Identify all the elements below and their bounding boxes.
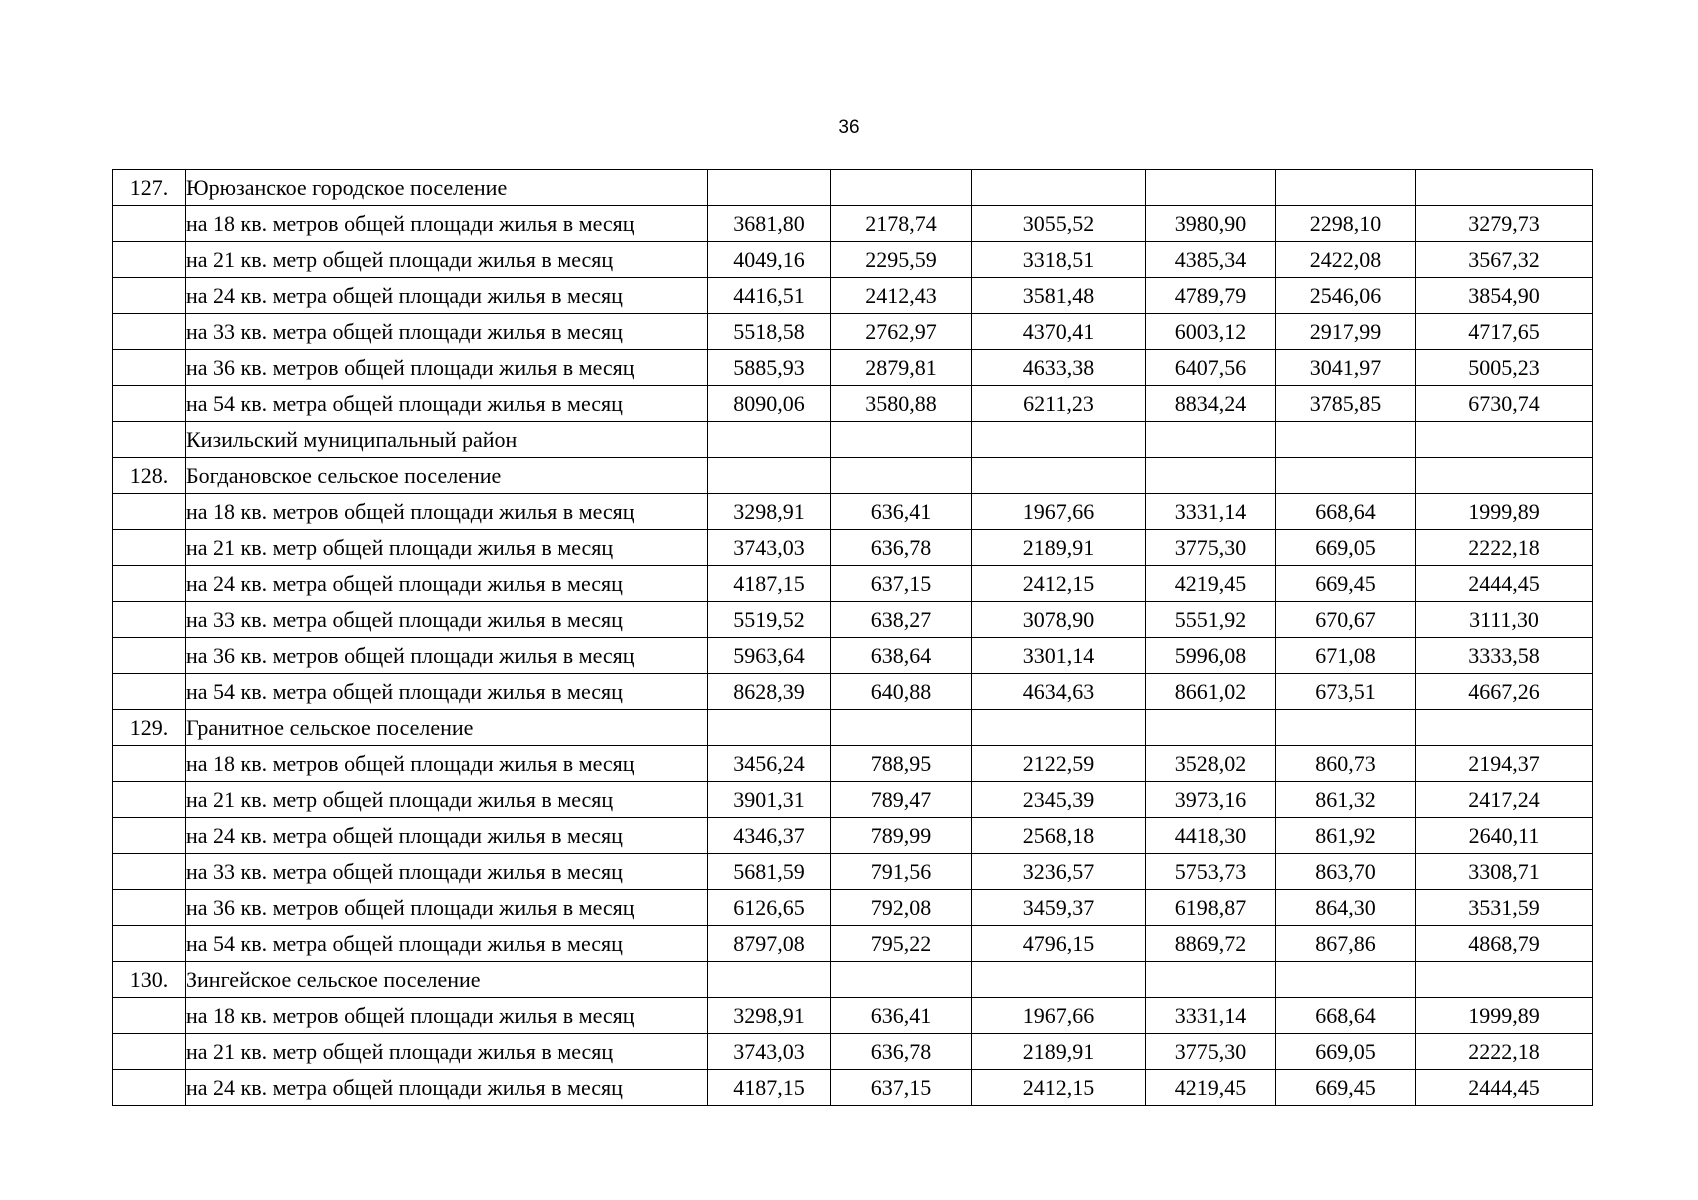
table-row [113,350,1593,386]
value-cell: 5518,58 [708,314,831,350]
table-row [113,458,1593,494]
value-cell: 669,05 [1276,530,1416,566]
value-cell: 789,99 [831,818,972,854]
table-row [113,1070,1593,1106]
value-cell: 3111,30 [1416,602,1593,638]
value-cell [708,458,831,494]
value-cell [1146,170,1276,206]
table-row [113,638,1593,674]
value-cell: 2189,91 [972,1034,1146,1070]
value-cell: 673,51 [1276,674,1416,710]
value-cell: 1967,66 [972,998,1146,1034]
value-cell [708,962,831,998]
value-cell: 861,32 [1276,782,1416,818]
value-cell: 2222,18 [1416,530,1593,566]
value-cell: 4633,38 [972,350,1146,386]
value-cell: 636,41 [831,998,972,1034]
value-cell: 795,22 [831,926,972,962]
value-cell: 669,05 [1276,1034,1416,1070]
value-cell [831,422,972,458]
value-cell [708,170,831,206]
value-cell: 5885,93 [708,350,831,386]
value-cell: 3333,58 [1416,638,1593,674]
value-cell: 3318,51 [972,242,1146,278]
row-name-cell: на 54 кв. метра общей площади жилья в месяц [186,674,708,710]
value-cell: 668,64 [1276,494,1416,530]
value-cell: 3980,90 [1146,206,1276,242]
value-cell: 788,95 [831,746,972,782]
value-cell [1276,710,1416,746]
value-cell: 4416,51 [708,278,831,314]
value-cell: 2879,81 [831,350,972,386]
row-name-cell: на 21 кв. метр общей площади жилья в месяц [186,530,708,566]
value-cell: 2640,11 [1416,818,1593,854]
value-cell: 3528,02 [1146,746,1276,782]
value-cell: 669,45 [1276,1070,1416,1106]
row-name-cell: на 18 кв. метров общей площади жилья в месяц [186,206,708,242]
row-name-cell: на 18 кв. метров общей площади жилья в месяц [186,746,708,782]
value-cell: 6198,87 [1146,890,1276,926]
value-cell: 4219,45 [1146,1070,1276,1106]
value-cell: 3854,90 [1416,278,1593,314]
value-cell: 6730,74 [1416,386,1593,422]
row-number-cell: 130. [113,962,186,998]
value-cell: 2412,43 [831,278,972,314]
row-name-cell: на 18 кв. метров общей площади жилья в месяц [186,998,708,1034]
value-cell [1276,458,1416,494]
table-row [113,818,1593,854]
value-cell: 2422,08 [1276,242,1416,278]
rates-table [112,169,1593,1106]
value-cell: 3775,30 [1146,530,1276,566]
value-cell [831,458,972,494]
value-cell [1146,422,1276,458]
row-name-cell: на 24 кв. метра общей площади жилья в месяц [186,278,708,314]
row-name-cell: Богдановское сельское поселение [186,458,708,494]
value-cell [972,458,1146,494]
table-row [113,206,1593,242]
value-cell: 6407,56 [1146,350,1276,386]
value-cell [972,422,1146,458]
row-number-cell [113,314,186,350]
row-name-cell: на 54 кв. метра общей площади жилья в месяц [186,386,708,422]
value-cell [831,710,972,746]
value-cell: 3775,30 [1146,1034,1276,1070]
row-number-cell [113,998,186,1034]
row-number-cell [113,926,186,962]
row-name-cell: на 21 кв. метр общей площади жилья в месяц [186,1034,708,1070]
row-name-cell: на 24 кв. метра общей площади жилья в месяц [186,566,708,602]
value-cell [972,710,1146,746]
row-number-cell [113,494,186,530]
value-cell: 8661,02 [1146,674,1276,710]
value-cell: 670,67 [1276,602,1416,638]
row-name-cell: Зингейское сельское поселение [186,962,708,998]
row-number-cell [113,602,186,638]
value-cell: 2546,06 [1276,278,1416,314]
row-number-cell [113,1034,186,1070]
value-cell: 4187,15 [708,566,831,602]
value-cell [1276,170,1416,206]
value-cell: 3055,52 [972,206,1146,242]
row-name-cell: Кизильский муниципальный район [186,422,708,458]
row-number-cell [113,206,186,242]
value-cell: 3785,85 [1276,386,1416,422]
value-cell: 5005,23 [1416,350,1593,386]
table-row [113,314,1593,350]
value-cell [1416,422,1593,458]
value-cell [1416,962,1593,998]
row-name-cell: на 24 кв. метра общей площади жилья в месяц [186,818,708,854]
value-cell: 2189,91 [972,530,1146,566]
value-cell: 2917,99 [1276,314,1416,350]
value-cell: 2444,45 [1416,566,1593,602]
value-cell: 4796,15 [972,926,1146,962]
value-cell: 2417,24 [1416,782,1593,818]
value-cell: 3308,71 [1416,854,1593,890]
row-name-cell: на 36 кв. метров общей площади жилья в месяц [186,890,708,926]
row-number-cell [113,674,186,710]
row-number-cell: 127. [113,170,186,206]
value-cell: 8869,72 [1146,926,1276,962]
value-cell: 5519,52 [708,602,831,638]
row-name-cell: на 33 кв. метра общей площади жилья в месяц [186,854,708,890]
value-cell: 8628,39 [708,674,831,710]
value-cell: 4418,30 [1146,818,1276,854]
value-cell: 3456,24 [708,746,831,782]
table-row [113,242,1593,278]
row-name-cell: на 54 кв. метра общей площади жилья в месяц [186,926,708,962]
value-cell: 3298,91 [708,998,831,1034]
row-number-cell [113,854,186,890]
value-cell: 4370,41 [972,314,1146,350]
value-cell [1276,422,1416,458]
value-cell: 1999,89 [1416,494,1593,530]
value-cell: 792,08 [831,890,972,926]
value-cell [1276,962,1416,998]
value-cell: 2298,10 [1276,206,1416,242]
row-name-cell: на 36 кв. метров общей площади жилья в месяц [186,350,708,386]
table-row [113,278,1593,314]
row-number-cell [113,566,186,602]
value-cell: 5996,08 [1146,638,1276,674]
row-number-cell [113,350,186,386]
value-cell: 636,41 [831,494,972,530]
value-cell: 671,08 [1276,638,1416,674]
value-cell: 8834,24 [1146,386,1276,422]
value-cell: 6126,65 [708,890,831,926]
table-row [113,710,1593,746]
row-number-cell [113,278,186,314]
value-cell: 3581,48 [972,278,1146,314]
row-name-cell: Юрюзанское городское поселение [186,170,708,206]
value-cell [972,962,1146,998]
value-cell: 2194,37 [1416,746,1593,782]
row-number-cell [113,1070,186,1106]
value-cell: 2568,18 [972,818,1146,854]
table-row [113,674,1593,710]
value-cell: 8090,06 [708,386,831,422]
row-name-cell: Гранитное сельское поселение [186,710,708,746]
value-cell [831,962,972,998]
row-number-cell: 129. [113,710,186,746]
value-cell: 3531,59 [1416,890,1593,926]
value-cell: 864,30 [1276,890,1416,926]
row-name-cell: на 21 кв. метр общей площади жилья в месяц [186,782,708,818]
value-cell: 637,15 [831,1070,972,1106]
row-number-cell [113,386,186,422]
value-cell: 640,88 [831,674,972,710]
value-cell [972,170,1146,206]
value-cell: 638,64 [831,638,972,674]
table-row [113,1034,1593,1070]
value-cell: 636,78 [831,1034,972,1070]
value-cell: 4717,65 [1416,314,1593,350]
page-number: 36 [838,117,860,138]
value-cell: 5963,64 [708,638,831,674]
value-cell: 3901,31 [708,782,831,818]
row-number-cell [113,782,186,818]
row-name-cell: на 21 кв. метр общей площади жилья в месяц [186,242,708,278]
value-cell: 3301,14 [972,638,1146,674]
value-cell: 4219,45 [1146,566,1276,602]
value-cell: 863,70 [1276,854,1416,890]
value-cell: 638,27 [831,602,972,638]
value-cell: 1999,89 [1416,998,1593,1034]
table-row [113,890,1593,926]
row-number-cell [113,890,186,926]
row-name-cell: на 24 кв. метра общей площади жилья в месяц [186,1070,708,1106]
value-cell: 789,47 [831,782,972,818]
table-row [113,530,1593,566]
table-row [113,962,1593,998]
table-row [113,494,1593,530]
row-name-cell: на 18 кв. метров общей площади жилья в месяц [186,494,708,530]
rates-table-body [113,170,1593,1106]
value-cell: 6211,23 [972,386,1146,422]
value-cell: 791,56 [831,854,972,890]
value-cell [708,710,831,746]
value-cell: 3743,03 [708,1034,831,1070]
value-cell: 8797,08 [708,926,831,962]
table-row [113,746,1593,782]
value-cell: 4789,79 [1146,278,1276,314]
row-number-cell: 128. [113,458,186,494]
value-cell: 3743,03 [708,530,831,566]
value-cell: 5551,92 [1146,602,1276,638]
row-name-cell: на 36 кв. метров общей площади жилья в месяц [186,638,708,674]
table-row [113,782,1593,818]
value-cell: 6003,12 [1146,314,1276,350]
value-cell: 5753,73 [1146,854,1276,890]
value-cell: 669,45 [1276,566,1416,602]
value-cell: 668,64 [1276,998,1416,1034]
value-cell: 2122,59 [972,746,1146,782]
value-cell [1416,170,1593,206]
value-cell: 3298,91 [708,494,831,530]
value-cell: 2762,97 [831,314,972,350]
value-cell: 3973,16 [1146,782,1276,818]
value-cell: 4667,26 [1416,674,1593,710]
row-number-cell [113,530,186,566]
value-cell: 3459,37 [972,890,1146,926]
value-cell: 3681,80 [708,206,831,242]
row-name-cell: на 33 кв. метра общей площади жилья в месяц [186,602,708,638]
table-row [113,998,1593,1034]
value-cell: 3279,73 [1416,206,1593,242]
value-cell: 1967,66 [972,494,1146,530]
value-cell: 4868,79 [1416,926,1593,962]
value-cell: 2345,39 [972,782,1146,818]
value-cell: 861,92 [1276,818,1416,854]
value-cell: 4049,16 [708,242,831,278]
value-cell [831,170,972,206]
row-number-cell [113,746,186,782]
table-row [113,170,1593,206]
table-row [113,926,1593,962]
value-cell: 3078,90 [972,602,1146,638]
value-cell: 3236,57 [972,854,1146,890]
table-row [113,422,1593,458]
value-cell: 860,73 [1276,746,1416,782]
value-cell: 3567,32 [1416,242,1593,278]
value-cell [1416,458,1593,494]
value-cell [1146,962,1276,998]
value-cell [1146,710,1276,746]
value-cell: 4634,63 [972,674,1146,710]
table-row [113,602,1593,638]
value-cell: 2178,74 [831,206,972,242]
value-cell: 4187,15 [708,1070,831,1106]
row-number-cell [113,422,186,458]
table-row [113,566,1593,602]
value-cell: 636,78 [831,530,972,566]
value-cell [708,422,831,458]
row-number-cell [113,638,186,674]
value-cell: 2295,59 [831,242,972,278]
row-name-cell: на 33 кв. метра общей площади жилья в месяц [186,314,708,350]
value-cell [1146,458,1276,494]
value-cell: 2222,18 [1416,1034,1593,1070]
value-cell: 3331,14 [1146,998,1276,1034]
value-cell: 637,15 [831,566,972,602]
value-cell: 2412,15 [972,1070,1146,1106]
value-cell: 3041,97 [1276,350,1416,386]
table-row [113,854,1593,890]
row-number-cell [113,818,186,854]
row-number-cell [113,242,186,278]
value-cell: 2412,15 [972,566,1146,602]
value-cell: 3580,88 [831,386,972,422]
value-cell [1416,710,1593,746]
value-cell: 5681,59 [708,854,831,890]
table-row [113,386,1593,422]
value-cell: 867,86 [1276,926,1416,962]
value-cell: 3331,14 [1146,494,1276,530]
value-cell: 2444,45 [1416,1070,1593,1106]
value-cell: 4385,34 [1146,242,1276,278]
value-cell: 4346,37 [708,818,831,854]
